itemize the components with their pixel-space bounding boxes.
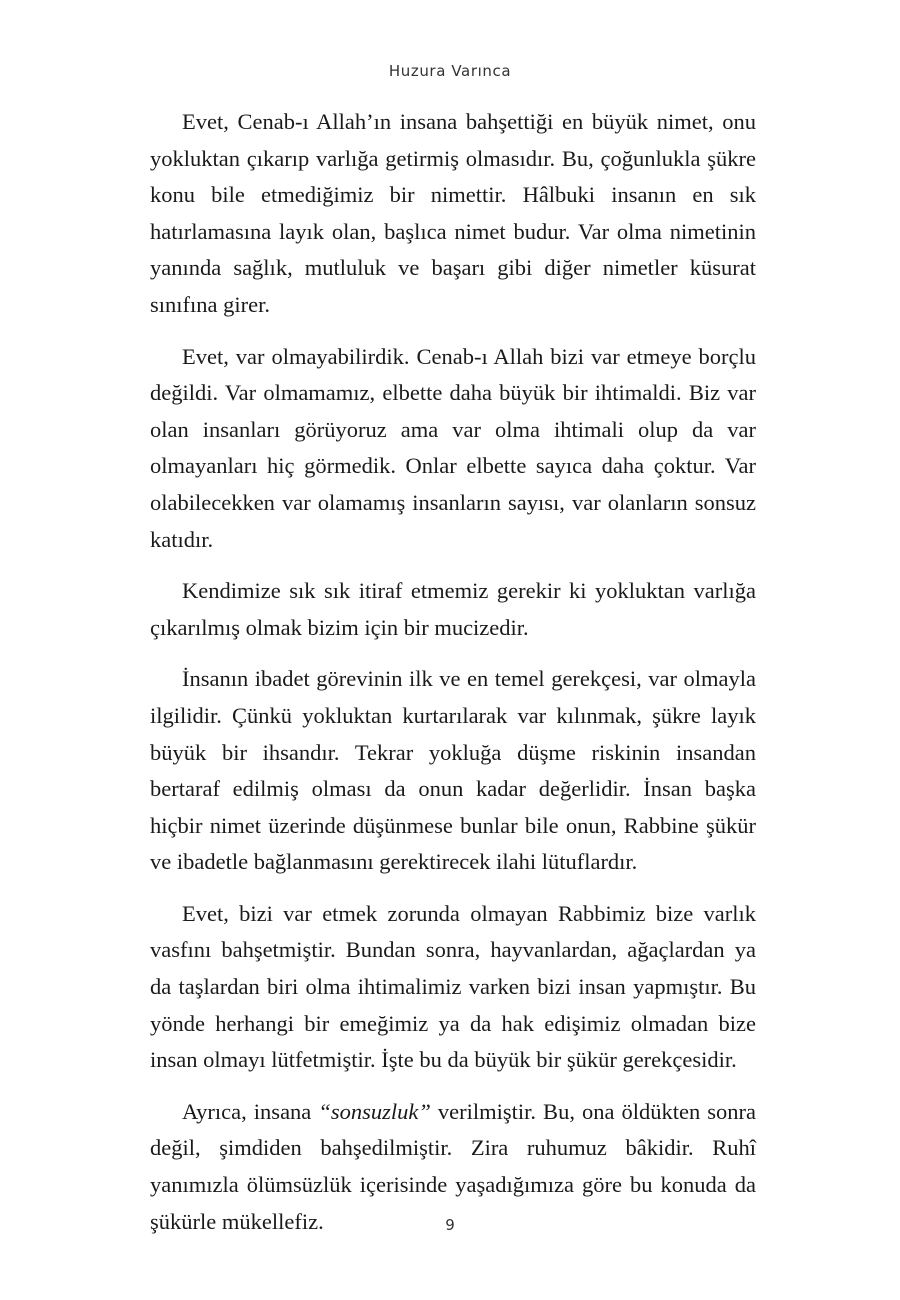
paragraph: İnsanın ibadet görevinin ilk ve en temel gerekçesi, var olmayla ilgilidir. Çünkü yokluktan kurtarılarak var kılınmak, şükre layık büyük bir ihsandır. Tekrar yokluğa düşme riskinin insandan bertaraf edilmiş olması da onun kadar değerlidir. İnsan başka hiçbir nimet üzerinde düşünmese bunlar bile onun, Rabbine şükür ve ibadetle bağlanmasını gerektirecek ilahi lütuflardır. bbox=[150, 666, 756, 875]
page-number: 9 bbox=[445, 1216, 455, 1234]
page-body bbox=[150, 104, 756, 1255]
paragraph-text: Ayrıca, insana bbox=[182, 1098, 319, 1124]
paragraph: Evet, bizi var etmek zorunda olmayan Rabbimiz bize varlık vasfını bahşetmiştir. Bundan sonra, hayvanlardan, ağaçlardan ya da taşlardan biri olma ihtimalimiz varken bizi insan yapmıştır. Bu yönde herhangi bir emeğimiz ya da hak edişimiz olmadan bize insan olmayı lütfetmiştir. İşte bu da büyük bir şükür gerekçesidir. bbox=[150, 900, 756, 1073]
paragraph: Evet, var olmayabilirdik. Cenab-ı Allah bizi var etmeye borçlu değildi. Var olmamamız, elbette daha büyük bir ihtimaldi. Biz var olan insanları görüyoruz ama var olma ihtimali olup da var olmayanları hiç görmedik. Onlar elbette sayıca daha çoktur. Var olabilecekken var olamamış insanların sayısı, var olanların sonsuz katıdır. bbox=[150, 343, 756, 552]
paragraph-text: verilmiştir. Bu, ona öldükten sonra değil, şimdiden bahşedilmiştir. Zira ruhumuz bâkidir. Ruhî yanımızla ölümsüzlük içerisinde yaşadığımıza göre bu konuda da şükürle mükellefiz. bbox=[150, 1098, 756, 1234]
running-header: Huzura Varınca bbox=[388, 62, 512, 80]
paragraph: Kendimize sık sık itiraf etmemiz gerekir ki yokluktan varlığa çıkarılmış olmak bizim için bir mucizedir. bbox=[150, 578, 756, 640]
paragraph: Evet, Cenab-ı Allah’ın insana bahşettiği en büyük nimet, onu yokluktan çıkarıp varlığa getirmiş olmasıdır. Bu, çoğunlukla şükre konu bile etmediğimiz bir nimettir. Hâlbuki insanın en sık hatırlamasına layık olan, başlıca nimet budur. Var olma nimetinin yanında sağlık, mutluluk ve başarı gibi diğer nimetler küsurat sınıfına girer. bbox=[150, 109, 756, 317]
emphasized-term: “sonsuzluk” bbox=[318, 1098, 431, 1124]
